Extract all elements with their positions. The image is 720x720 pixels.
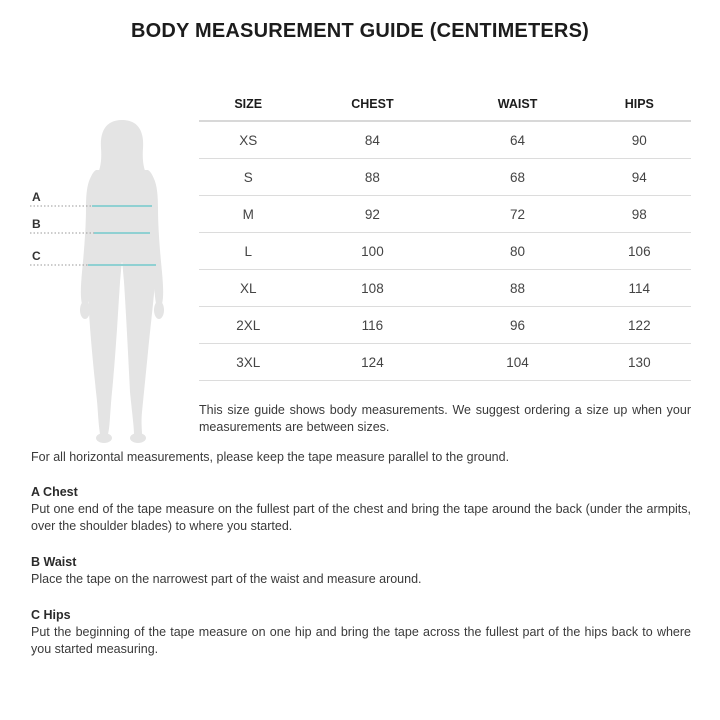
table-row	[199, 270, 691, 307]
size-table	[199, 88, 691, 381]
cell-waist: 64	[447, 121, 587, 159]
table-row	[199, 233, 691, 270]
label-a: A	[32, 190, 41, 204]
cell-size: XL	[199, 270, 297, 307]
cell-size: 3XL	[199, 344, 297, 381]
section-body: Put one end of the tape measure on the fullest part of the chest and bring the tape around the back (under the armpits, over the shoulder blades) to where you started.	[31, 502, 691, 533]
header-chest: CHEST	[297, 88, 447, 121]
label-b: B	[32, 217, 41, 231]
table-row	[199, 344, 691, 381]
table-header-row	[199, 88, 691, 121]
body-figure	[30, 112, 200, 447]
section-body: Place the tape on the narrowest part of the waist and measure around.	[31, 572, 422, 586]
section-waist	[31, 554, 691, 588]
table-row	[199, 159, 691, 196]
cell-chest: 124	[297, 344, 447, 381]
cell-chest: 84	[297, 121, 447, 159]
cell-hips: 122	[588, 307, 691, 344]
size-note: This size guide shows body measurements. We suggest ordering a size up when your measurements are between sizes.	[199, 403, 691, 434]
cell-chest: 100	[297, 233, 447, 270]
label-c: C	[32, 249, 41, 263]
cell-hips: 106	[588, 233, 691, 270]
section-hips	[31, 607, 691, 658]
cell-chest: 116	[297, 307, 447, 344]
header-waist: WAIST	[447, 88, 587, 121]
section-heading: B Waist	[31, 555, 77, 569]
table-row	[199, 196, 691, 233]
section-heading: C Hips	[31, 608, 71, 622]
cell-waist: 72	[447, 196, 587, 233]
section-body: Put the beginning of the tape measure on one hip and bring the tape across the fullest part of the hips back to where you started measuring.	[31, 625, 691, 656]
cell-size: S	[199, 159, 297, 196]
cell-waist: 104	[447, 344, 587, 381]
cell-waist: 96	[447, 307, 587, 344]
table-row	[199, 307, 691, 344]
header-hips: HIPS	[588, 88, 691, 121]
cell-size: 2XL	[199, 307, 297, 344]
section-chest	[31, 484, 691, 535]
cell-hips: 130	[588, 344, 691, 381]
cell-size: L	[199, 233, 297, 270]
cell-chest: 88	[297, 159, 447, 196]
cell-size: XS	[199, 121, 297, 159]
cell-chest: 108	[297, 270, 447, 307]
cell-waist: 68	[447, 159, 587, 196]
body-silhouette-icon	[30, 112, 200, 447]
general-instruction: For all horizontal measurements, please keep the tape measure parallel to the ground.	[31, 450, 510, 464]
cell-size: M	[199, 196, 297, 233]
header-size: SIZE	[199, 88, 297, 121]
table-row	[199, 121, 691, 159]
section-heading: A Chest	[31, 485, 78, 499]
cell-chest: 92	[297, 196, 447, 233]
cell-hips: 90	[588, 121, 691, 159]
cell-hips: 114	[588, 270, 691, 307]
cell-hips: 94	[588, 159, 691, 196]
cell-waist: 80	[447, 233, 587, 270]
cell-waist: 88	[447, 270, 587, 307]
cell-hips: 98	[588, 196, 691, 233]
page-title: BODY MEASUREMENT GUIDE (CENTIMETERS)	[131, 20, 589, 42]
